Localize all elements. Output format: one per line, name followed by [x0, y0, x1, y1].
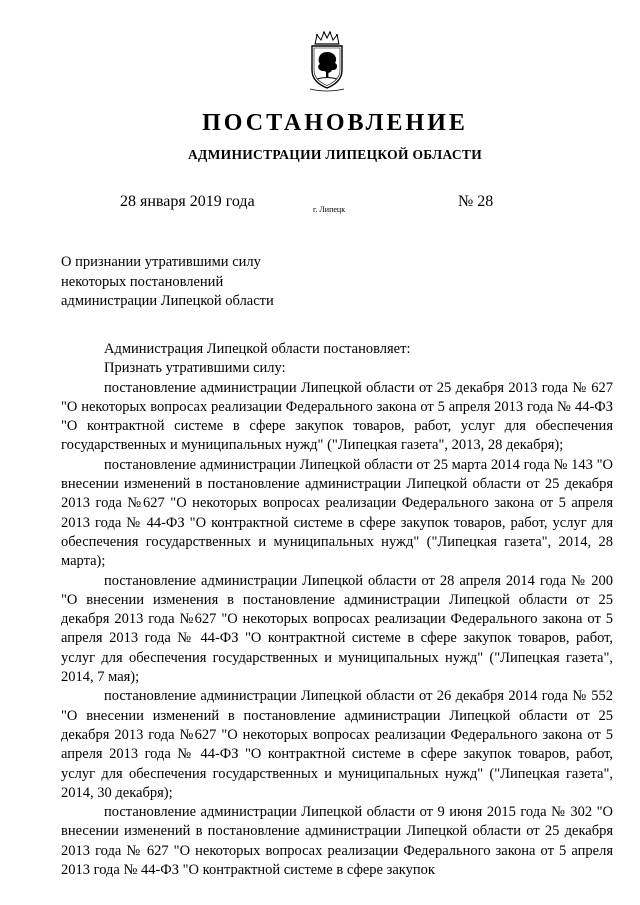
document-city: г. Липецк — [313, 205, 346, 214]
repealed-act-paragraph: постановление администрации Липецкой области от 26 декабря 2014 года № 552 "О внесении изменений в постановление администрации Липецкой области от 25 декабря 2013 года №627 "О некоторых вопросах реализации Федерального закона от 5 апреля 2013 года № 44-ФЗ "О контрактной системе в сфере закупок товаров, работ, услуг для обеспечения государственных и муниципальных нужд" ("Липецкая газета", 2014, 30 декабря); — [61, 688, 613, 801]
document-date: 28 января 2019 года — [120, 193, 255, 210]
subject-line: О признании утратившими силу — [61, 254, 261, 270]
subject-line: некоторых постановлений — [61, 273, 224, 290]
subject-line: администрации Липецкой области — [61, 293, 274, 309]
body-intro-paragraph: Администрация Липецкой области постановляет: — [104, 341, 411, 357]
coat-of-arms-emblem — [306, 30, 348, 92]
document-body — [61, 340, 613, 880]
repealed-act-paragraph: постановление администрации Липецкой области от 9 июня 2015 года № 302 "О внесении изменений в постановление администрации Липецкой области от 25 декабря 2013 года № 627 "О некоторых вопросах реализации Федерального закона от 5 апреля 2013 года № 44-ФЗ "О контрактной системе в сфере закупок — [61, 804, 613, 879]
document-number: № 28 — [458, 193, 494, 210]
document-issuer: АДМИНИСТРАЦИИ ЛИПЕЦКОЙ ОБЛАСТИ — [187, 147, 483, 162]
document-kind-title: ПОСТАНОВЛЕНИЕ — [202, 110, 468, 136]
repealed-act-paragraph: постановление администрации Липецкой области от 25 декабря 2013 года № 627 "О некоторых вопросах реализации Федерального закона от 5 апреля 2013 года № 44-ФЗ "О контрактной системе в сфере закупок товаров, работ, услуг для обеспечения государственных и муниципальных нужд" ("Липецкая газета", 2013, 28 декабря); — [61, 379, 613, 454]
repealed-act-paragraph: постановление администрации Липецкой области от 25 марта 2014 года № 143 "О внесении изменений в постановление администрации Липецкой области от 25 декабря 2013 года №627 "О некоторых вопросах реализации Федерального закона от 5 апреля 2013 года № 44-ФЗ "О контрактной системе в сфере закупок товаров, работ, услуг для обеспечения государственных и муниципальных нужд" ("Липецкая газета", 2014, 28 марта); — [61, 456, 613, 570]
body-item-paragraph: Признать утратившими силу: — [104, 360, 286, 377]
document-subject — [61, 253, 321, 312]
repealed-act-paragraph: постановление администрации Липецкой области от 28 апреля 2014 года № 200 "О внесении изменения в постановление администрации Липецкой области от 25 декабря 2013 года №627 "О некоторых вопросах реализации Федерального закона от 5 апреля 2013 года № 44-ФЗ "О контрактной системе в сфере закупок товаров, работ, услуг для обеспечения государственных и муниципальных нужд" ("Липецкая газета", 2014, 7 мая); — [61, 572, 613, 686]
